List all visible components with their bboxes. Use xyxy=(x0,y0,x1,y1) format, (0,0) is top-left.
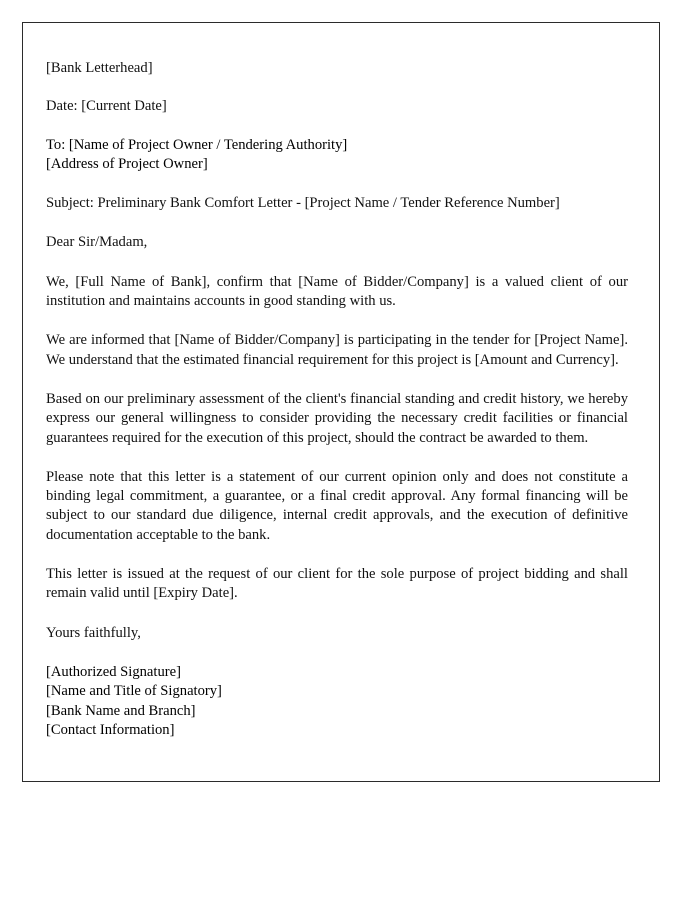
body-paragraph-1: We, [Full Name of Bank], confirm that [Name of Bidder/Company] is a valued client of our institution and maintains accounts in good standing with us. xyxy=(46,273,628,310)
letter-content xyxy=(46,46,628,740)
bank-letterhead: [Bank Letterhead] xyxy=(46,60,153,76)
body-paragraph-4: Please note that this letter is a statement of our current opinion only and does not constitute a binding legal commitment, a guarantee, or a final credit approval. Any formal financing will be subject to our standard due diligence, internal credit approvals, and the execution of definitive documentation acceptable to the bank. xyxy=(46,468,628,543)
body-paragraph-5: This letter is issued at the request of our client for the sole purpose of project bidding and shall remain valid until [Expiry Date]. xyxy=(46,566,628,602)
recipient-block xyxy=(46,136,628,175)
recipient-address-line: [Address of Project Owner] xyxy=(46,155,208,172)
document-page-frame xyxy=(22,22,660,782)
signature-line-name-and-title: [Name and Title of Signatory] xyxy=(46,683,222,700)
signature-line-authorized-signature: [Authorized Signature] xyxy=(46,663,181,680)
signature-block xyxy=(46,663,628,740)
signature-line-contact-information: [Contact Information] xyxy=(46,721,175,738)
closing-salutation: Yours faithfully, xyxy=(46,624,141,641)
signature-line-bank-name-and-branch: [Bank Name and Branch] xyxy=(46,702,196,719)
body-paragraph-2: We are informed that [Name of Bidder/Company] is participating in the tender for [Project Name]. We understand that the estimated financial requirement for this project is [Amount and Currency]. xyxy=(46,332,628,368)
subject-line: Subject: Preliminary Bank Comfort Letter - [Project Name / Tender Reference Number] xyxy=(46,195,560,212)
date-line: Date: [Current Date] xyxy=(46,98,167,115)
salutation: Dear Sir/Madam, xyxy=(46,234,148,251)
body-paragraph-3: Based on our preliminary assessment of the client's financial standing and credit history, we hereby express our general willingness to consider providing the necessary credit facilities or financial guarantees required for the execution of this project, should the contract be awarded to them. xyxy=(46,390,628,446)
recipient-name-line: To: [Name of Project Owner / Tendering Authority] xyxy=(46,136,348,153)
